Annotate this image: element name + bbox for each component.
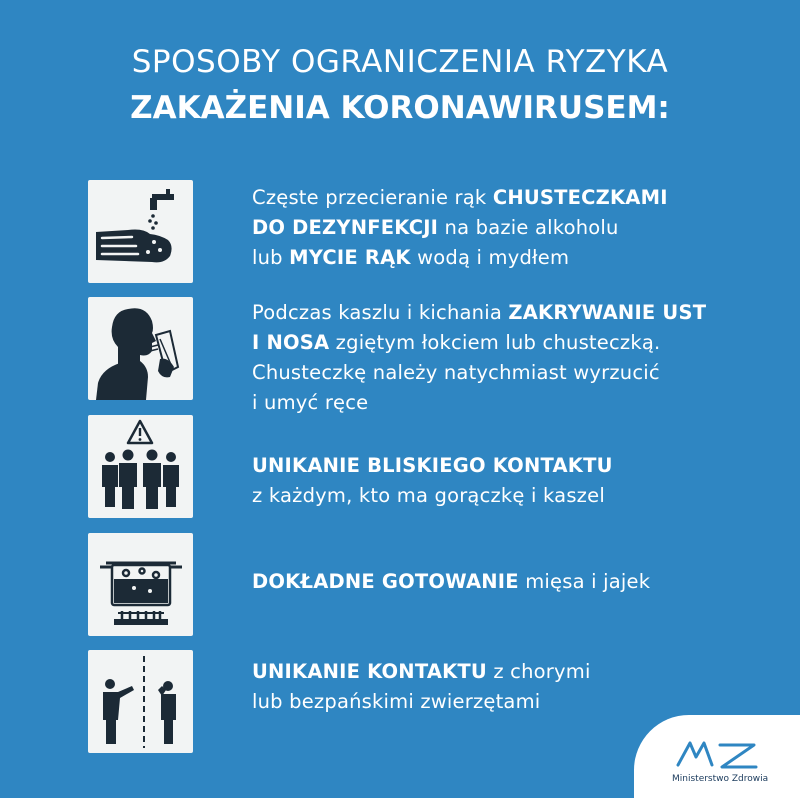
tip-text-5 <box>252 657 772 717</box>
crowd-warning-icon <box>88 415 193 518</box>
cough-tissue-icon <box>88 297 193 400</box>
tip-4-line-1: DOKŁADNE GOTOWANIE mięsa i jajek <box>252 570 651 593</box>
tip-text-3 <box>252 451 772 511</box>
tip-3-line-2: z każdym, kto ma gorączkę i kaszel <box>252 484 605 507</box>
tip-1-line-2: DO DEZYNFEKCJI na bazie alkoholu <box>252 216 619 239</box>
tip-3-line-1: UNIKANIE BLISKIEGO KONTAKTU <box>252 454 613 477</box>
tip-5-line-2: lub bezpańskimi zwierzętami <box>252 690 541 713</box>
tip-text-1 <box>252 183 772 273</box>
tip-2-line-4: i umyć ręce <box>252 391 369 414</box>
mz-logo-icon <box>674 733 764 771</box>
tip-1-line-3: lub MYCIE RĄK wodą i mydłem <box>252 246 570 269</box>
distance-people-icon <box>88 650 193 753</box>
cooking-pot-icon <box>88 533 193 636</box>
tip-5-line-1: UNIKANIE KONTAKTU z chorymi <box>252 660 591 683</box>
tip-2-line-1: Podczas kaszlu i kichania ZAKRYWANIE UST <box>252 301 707 324</box>
tip-text-2 <box>252 298 772 418</box>
title-line-1: SPOSOBY OGRANICZENIA RYZYKA <box>131 44 669 80</box>
tip-2-line-3: Chusteczkę należy natychmiast wyrzucić <box>252 361 660 384</box>
title-line-2: ZAKAŻENIA KORONAWIRUSEM: <box>130 90 670 126</box>
ministry-logo <box>634 715 800 798</box>
handwashing-icon <box>88 180 193 283</box>
tip-text-4 <box>252 567 772 597</box>
logo-caption: Ministerstwo Zdrowia <box>672 774 769 784</box>
tip-1-line-1: Częste przecieranie rąk CHUSTECZKAMI <box>252 186 668 209</box>
tip-2-line-2: I NOSA zgiętym łokciem lub chusteczką. <box>252 331 661 354</box>
